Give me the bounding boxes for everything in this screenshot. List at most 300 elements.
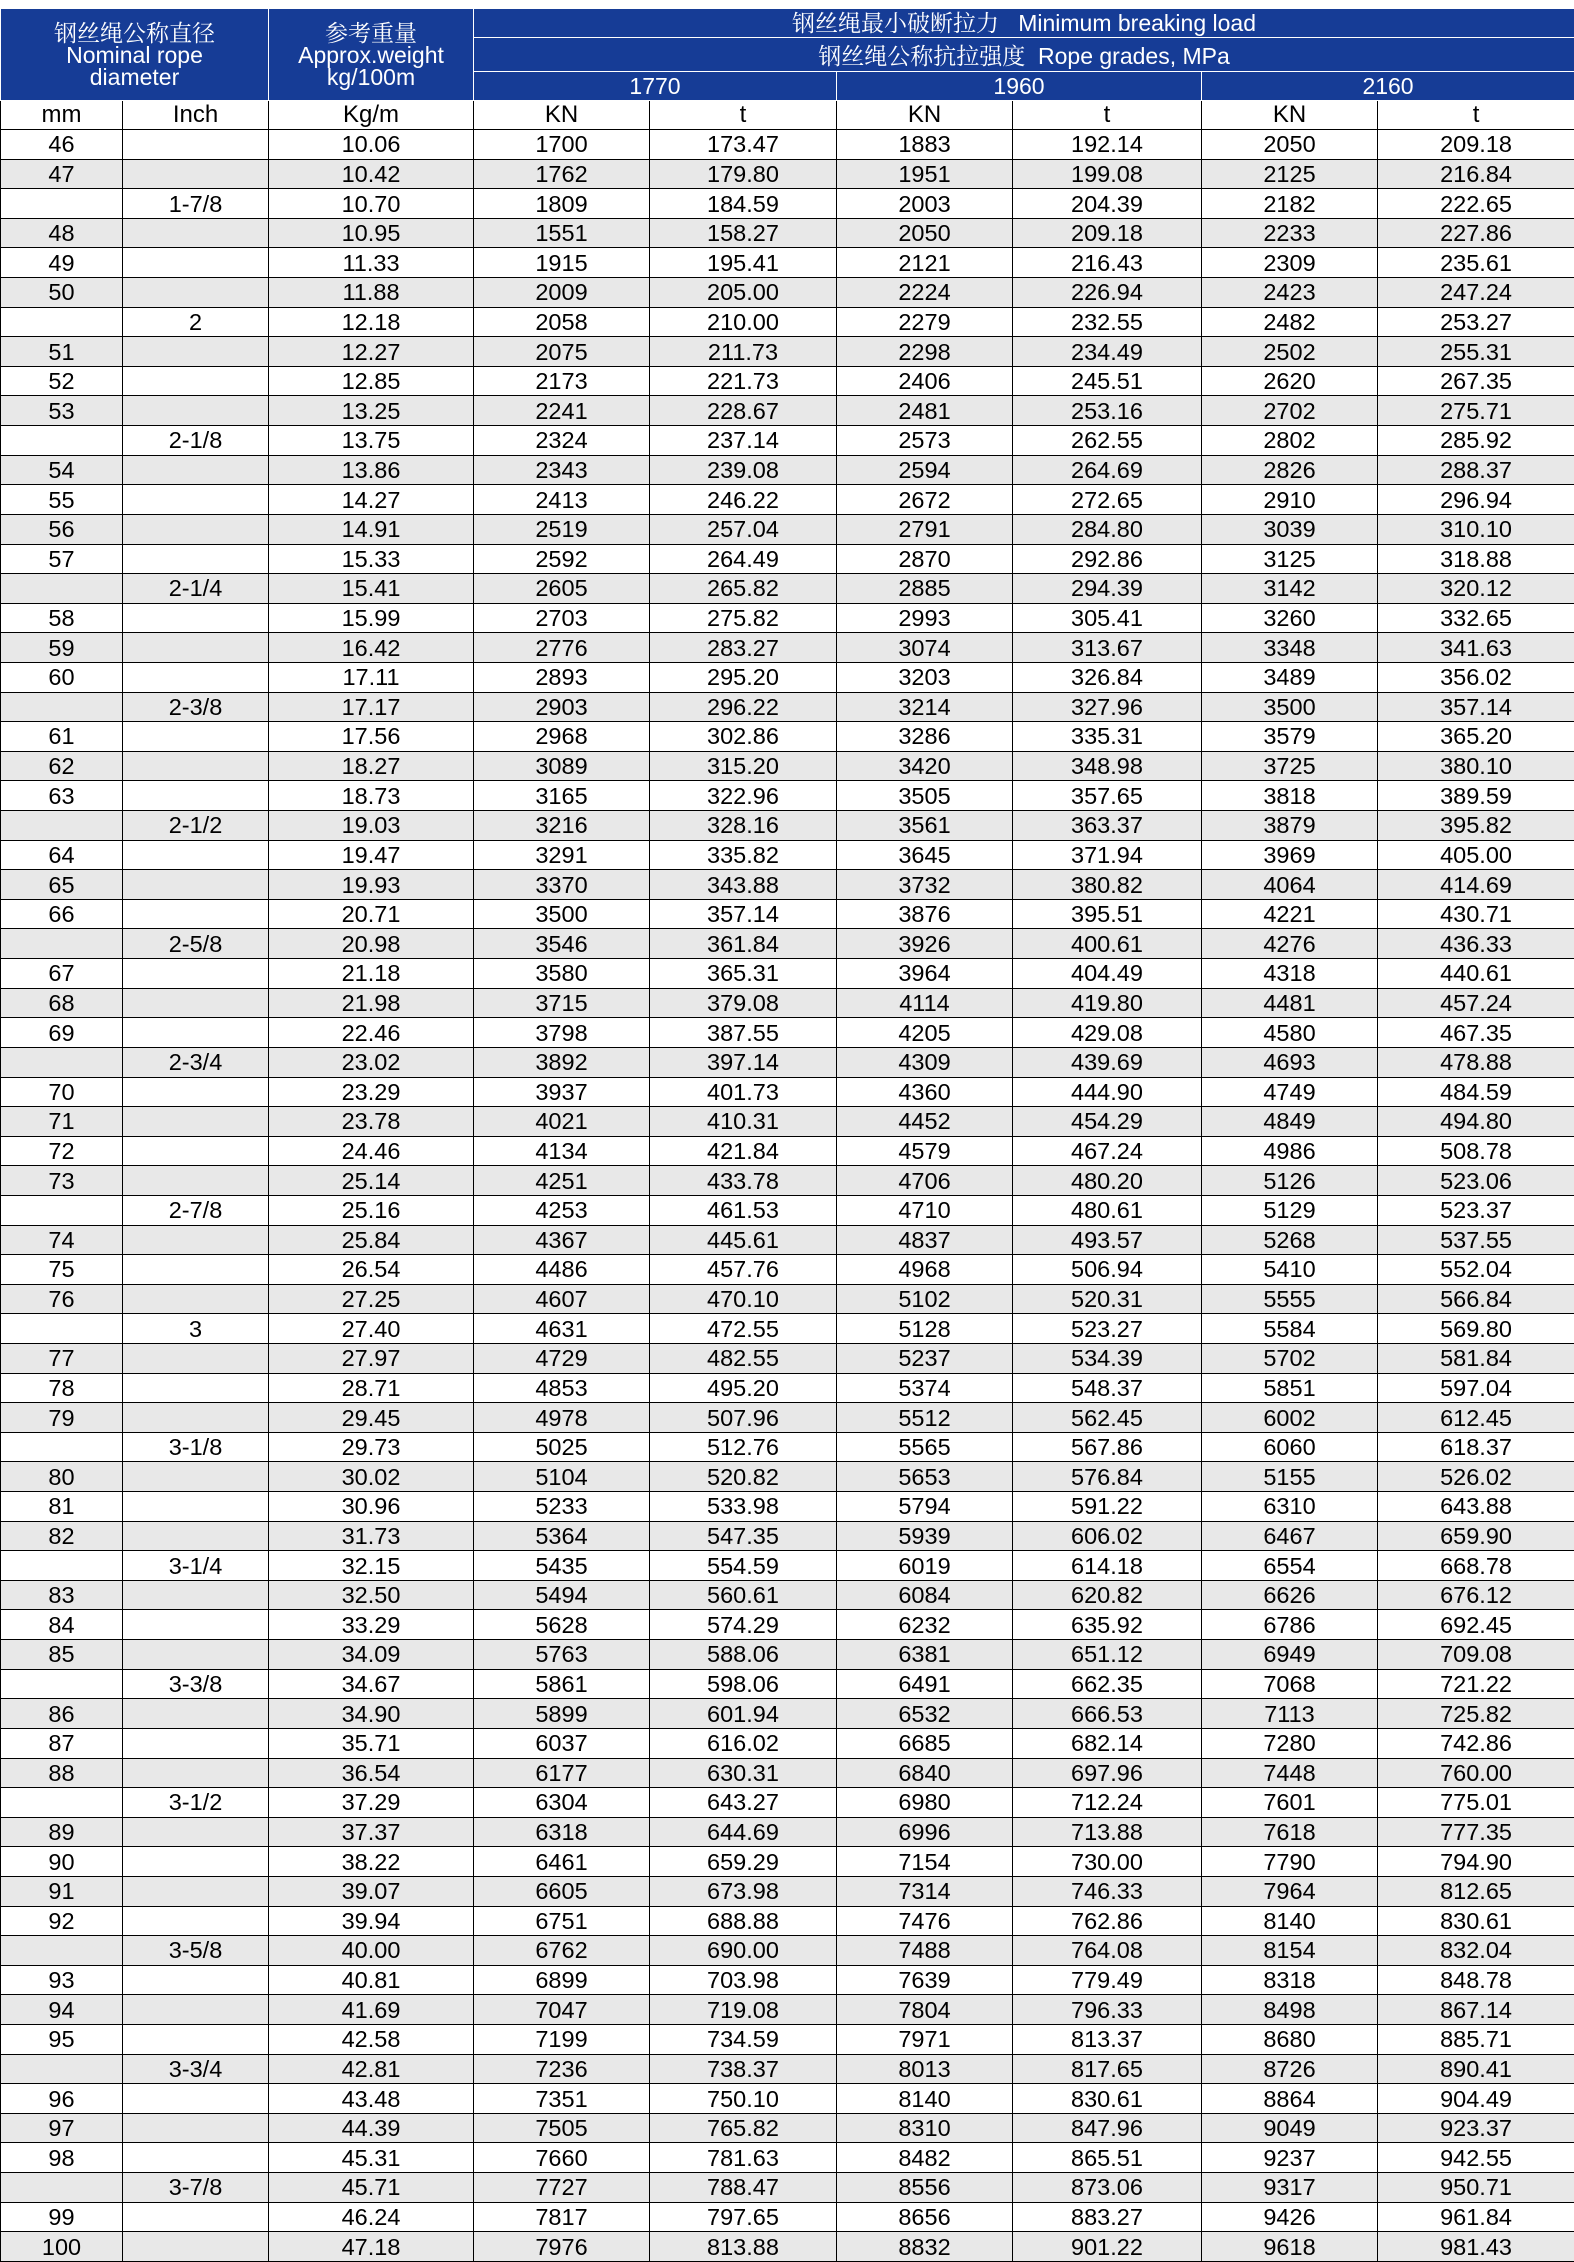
cell-kn-2160: 2910 <box>1202 485 1378 515</box>
cell-t-1770: 560.61 <box>650 1580 837 1610</box>
cell-t-1770: 401.73 <box>650 1077 837 1107</box>
table-row <box>1 1343 1574 1373</box>
cell-t-1770: 470.10 <box>650 1284 837 1314</box>
cell-t-2160: 848.78 <box>1378 1965 1574 1995</box>
cell-kn-2160: 7068 <box>1202 1669 1378 1699</box>
table-row <box>1 1965 1574 1995</box>
cell-t-1770: 265.82 <box>650 574 837 604</box>
cell-kn-1770: 6304 <box>474 1788 650 1818</box>
cell-t-2160: 227.86 <box>1378 218 1574 248</box>
cell-t-1770: 482.55 <box>650 1343 837 1373</box>
cell-weight: 47.18 <box>269 2232 474 2262</box>
table-row <box>1 366 1574 396</box>
cell-kn-1960: 2885 <box>837 574 1013 604</box>
cell-t-1960: 327.96 <box>1013 692 1202 722</box>
cell-t-2160: 275.71 <box>1378 396 1574 426</box>
table-row <box>1 485 1574 515</box>
cell-kn-1960: 5128 <box>837 1314 1013 1344</box>
cell-t-1770: 457.76 <box>650 1255 837 1285</box>
cell-t-2160: 597.04 <box>1378 1373 1574 1403</box>
table-row <box>1 2232 1574 2262</box>
table-row <box>1 2025 1574 2055</box>
cell-kn-1770: 3370 <box>474 870 650 900</box>
cell-inch <box>123 2113 269 2143</box>
cell-kn-2160: 7790 <box>1202 1847 1378 1877</box>
cell-kn-1960: 1883 <box>837 130 1013 160</box>
cell-t-2160: 395.82 <box>1378 811 1574 841</box>
cell-mm: 56 <box>1 514 123 544</box>
table-row <box>1 929 1574 959</box>
cell-t-1960: 480.20 <box>1013 1166 1202 1196</box>
cell-kn-2160: 5410 <box>1202 1255 1378 1285</box>
cell-inch: 1-7/8 <box>123 189 269 219</box>
cell-kn-1960: 3203 <box>837 662 1013 692</box>
table-row <box>1 1018 1574 1048</box>
cell-kn-2160: 3500 <box>1202 692 1378 722</box>
header-diameter-en-1: Nominal rope <box>1 44 268 66</box>
cell-inch <box>123 1343 269 1373</box>
cell-kn-1770: 2075 <box>474 337 650 367</box>
cell-kn-1960: 8656 <box>837 2202 1013 2232</box>
cell-inch <box>123 1077 269 1107</box>
cell-t-2160: 216.84 <box>1378 159 1574 189</box>
cell-kn-2160: 7448 <box>1202 1758 1378 1788</box>
cell-mm: 94 <box>1 1995 123 2025</box>
cell-weight: 26.54 <box>269 1255 474 1285</box>
cell-kn-2160: 6949 <box>1202 1640 1378 1670</box>
cell-kn-2160: 4986 <box>1202 1136 1378 1166</box>
cell-kn-1770: 5104 <box>474 1462 650 1492</box>
cell-kn-1960: 8556 <box>837 2173 1013 2203</box>
cell-kn-1770: 5364 <box>474 1521 650 1551</box>
cell-mm: 75 <box>1 1255 123 1285</box>
cell-weight: 46.24 <box>269 2202 474 2232</box>
cell-inch <box>123 1107 269 1137</box>
cell-inch <box>123 1521 269 1551</box>
cell-inch <box>123 1699 269 1729</box>
unit-inch: Inch <box>123 101 269 130</box>
cell-kn-1770: 1700 <box>474 130 650 160</box>
unit-kn-1770: KN <box>474 101 650 130</box>
cell-kn-1770: 4853 <box>474 1373 650 1403</box>
cell-t-1770: 283.27 <box>650 633 837 663</box>
cell-inch: 3-5/8 <box>123 1936 269 1966</box>
cell-mm: 82 <box>1 1521 123 1551</box>
cell-weight: 39.07 <box>269 1876 474 1906</box>
cell-kn-1960: 3074 <box>837 633 1013 663</box>
table-row <box>1 130 1574 160</box>
cell-kn-2160: 4221 <box>1202 899 1378 929</box>
header-weight-en: Approx.weight <box>269 44 473 66</box>
cell-kn-2160: 3125 <box>1202 544 1378 574</box>
cell-kn-1770: 7976 <box>474 2232 650 2262</box>
cell-mm: 47 <box>1 159 123 189</box>
cell-kn-1770: 2703 <box>474 603 650 633</box>
cell-t-1960: 620.82 <box>1013 1580 1202 1610</box>
cell-weight: 43.48 <box>269 2084 474 2114</box>
cell-t-2160: 890.41 <box>1378 2054 1574 2084</box>
cell-kn-1770: 5763 <box>474 1640 650 1670</box>
cell-t-2160: 721.22 <box>1378 1669 1574 1699</box>
cell-inch <box>123 2143 269 2173</box>
cell-kn-1770: 4021 <box>474 1107 650 1137</box>
cell-mm: 93 <box>1 1965 123 1995</box>
cell-t-2160: 676.12 <box>1378 1580 1574 1610</box>
cell-kn-2160: 3142 <box>1202 574 1378 604</box>
cell-weight: 40.00 <box>269 1936 474 1966</box>
cell-t-2160: 484.59 <box>1378 1077 1574 1107</box>
cell-kn-2160: 6002 <box>1202 1403 1378 1433</box>
cell-weight: 20.98 <box>269 929 474 959</box>
cell-t-2160: 389.59 <box>1378 781 1574 811</box>
cell-kn-2160: 6786 <box>1202 1610 1378 1640</box>
cell-kn-2160: 5155 <box>1202 1462 1378 1492</box>
cell-t-1960: 292.86 <box>1013 544 1202 574</box>
unit-kn-1960: KN <box>837 101 1013 130</box>
table-row <box>1 426 1574 456</box>
cell-mm <box>1 1936 123 1966</box>
cell-kn-2160: 7601 <box>1202 1788 1378 1818</box>
cell-weight: 37.37 <box>269 1817 474 1847</box>
cell-inch <box>123 130 269 160</box>
cell-t-1960: 326.84 <box>1013 662 1202 692</box>
table-row <box>1 1047 1574 1077</box>
cell-kn-1770: 2343 <box>474 455 650 485</box>
cell-inch <box>123 1580 269 1610</box>
cell-kn-1770: 3216 <box>474 811 650 841</box>
cell-kn-1770: 5628 <box>474 1610 650 1640</box>
cell-t-2160: 692.45 <box>1378 1610 1574 1640</box>
units-row <box>1 101 1574 130</box>
cell-inch <box>123 1373 269 1403</box>
cell-kn-1770: 3291 <box>474 840 650 870</box>
cell-kn-1770: 4367 <box>474 1225 650 1255</box>
cell-weight: 25.84 <box>269 1225 474 1255</box>
cell-weight: 25.14 <box>269 1166 474 1196</box>
cell-t-1960: 606.02 <box>1013 1521 1202 1551</box>
table-row <box>1 307 1574 337</box>
cell-weight: 19.03 <box>269 811 474 841</box>
cell-mm: 87 <box>1 1728 123 1758</box>
cell-kn-1770: 4631 <box>474 1314 650 1344</box>
cell-kn-1960: 8140 <box>837 2084 1013 2114</box>
cell-t-1770: 738.37 <box>650 2054 837 2084</box>
cell-kn-1770: 2241 <box>474 396 650 426</box>
cell-t-2160: 318.88 <box>1378 544 1574 574</box>
cell-weight: 21.18 <box>269 959 474 989</box>
header-grade-1960: 1960 <box>837 72 1202 101</box>
unit-kn-2160: KN <box>1202 101 1378 130</box>
cell-kn-1770: 3798 <box>474 1018 650 1048</box>
cell-weight: 45.71 <box>269 2173 474 2203</box>
table-row <box>1 1521 1574 1551</box>
unit-t-1960: t <box>1013 101 1202 130</box>
table-row <box>1 722 1574 752</box>
cell-t-2160: 537.55 <box>1378 1225 1574 1255</box>
cell-mm <box>1 307 123 337</box>
cell-kn-2160: 6060 <box>1202 1432 1378 1462</box>
cell-t-1770: 343.88 <box>650 870 837 900</box>
cell-t-1770: 205.00 <box>650 278 837 308</box>
table-row <box>1 751 1574 781</box>
cell-weight: 33.29 <box>269 1610 474 1640</box>
table-row <box>1 1314 1574 1344</box>
cell-kn-2160: 9049 <box>1202 2113 1378 2143</box>
cell-inch <box>123 603 269 633</box>
cell-t-2160: 405.00 <box>1378 840 1574 870</box>
cell-t-1960: 591.22 <box>1013 1492 1202 1522</box>
cell-t-2160: 247.24 <box>1378 278 1574 308</box>
cell-kn-1960: 7154 <box>837 1847 1013 1877</box>
cell-weight: 12.27 <box>269 337 474 367</box>
cell-kn-1960: 2573 <box>837 426 1013 456</box>
cell-kn-1770: 6605 <box>474 1876 650 1906</box>
table-row <box>1 1492 1574 1522</box>
header-weight <box>269 9 474 101</box>
cell-weight: 30.96 <box>269 1492 474 1522</box>
cell-kn-1960: 5939 <box>837 1521 1013 1551</box>
cell-inch <box>123 1166 269 1196</box>
cell-inch <box>123 278 269 308</box>
cell-kn-1960: 7639 <box>837 1965 1013 1995</box>
cell-weight: 30.02 <box>269 1462 474 1492</box>
cell-t-1960: 682.14 <box>1013 1728 1202 1758</box>
cell-kn-1770: 4134 <box>474 1136 650 1166</box>
cell-kn-1770: 7236 <box>474 2054 650 2084</box>
cell-kn-1770: 2058 <box>474 307 650 337</box>
cell-t-1960: 439.69 <box>1013 1047 1202 1077</box>
cell-inch <box>123 781 269 811</box>
cell-t-1960: 713.88 <box>1013 1817 1202 1847</box>
table-row <box>1 1195 1574 1225</box>
cell-kn-2160: 2233 <box>1202 218 1378 248</box>
cell-kn-1770: 1915 <box>474 248 650 278</box>
cell-kn-1960: 3214 <box>837 692 1013 722</box>
table-row <box>1 1876 1574 1906</box>
unit-weight: Kg/m <box>269 101 474 130</box>
cell-inch: 2 <box>123 307 269 337</box>
cell-kn-1960: 4706 <box>837 1166 1013 1196</box>
cell-kn-1770: 6899 <box>474 1965 650 1995</box>
cell-t-2160: 942.55 <box>1378 2143 1574 2173</box>
cell-t-1770: 507.96 <box>650 1403 837 1433</box>
cell-kn-1960: 4837 <box>837 1225 1013 1255</box>
cell-kn-2160: 2702 <box>1202 396 1378 426</box>
cell-kn-1960: 3926 <box>837 929 1013 959</box>
cell-mm: 84 <box>1 1610 123 1640</box>
table-row <box>1 1107 1574 1137</box>
table-row <box>1 278 1574 308</box>
cell-kn-2160: 4749 <box>1202 1077 1378 1107</box>
cell-t-1960: 883.27 <box>1013 2202 1202 2232</box>
cell-kn-2160: 3489 <box>1202 662 1378 692</box>
table-row <box>1 2202 1574 2232</box>
cell-kn-2160: 9426 <box>1202 2202 1378 2232</box>
cell-t-1770: 533.98 <box>650 1492 837 1522</box>
cell-weight: 27.25 <box>269 1284 474 1314</box>
cell-mm: 46 <box>1 130 123 160</box>
cell-kn-1960: 6840 <box>837 1758 1013 1788</box>
cell-kn-1960: 2481 <box>837 396 1013 426</box>
cell-kn-1960: 6381 <box>837 1640 1013 1670</box>
cell-kn-2160: 7280 <box>1202 1728 1378 1758</box>
cell-mm: 78 <box>1 1373 123 1403</box>
cell-kn-1960: 2791 <box>837 514 1013 544</box>
cell-t-2160: 310.10 <box>1378 514 1574 544</box>
cell-t-2160: 414.69 <box>1378 870 1574 900</box>
table-row <box>1 1403 1574 1433</box>
cell-t-2160: 981.43 <box>1378 2232 1574 2262</box>
cell-kn-1960: 7971 <box>837 2025 1013 2055</box>
cell-weight: 21.98 <box>269 988 474 1018</box>
cell-weight: 11.88 <box>269 278 474 308</box>
cell-t-1770: 410.31 <box>650 1107 837 1137</box>
cell-kn-1960: 7488 <box>837 1936 1013 1966</box>
cell-mm <box>1 1432 123 1462</box>
cell-kn-1770: 2592 <box>474 544 650 574</box>
cell-t-1960: 444.90 <box>1013 1077 1202 1107</box>
table-row <box>1 189 1574 219</box>
cell-weight: 28.71 <box>269 1373 474 1403</box>
cell-t-1960: 335.31 <box>1013 722 1202 752</box>
cell-t-1960: 305.41 <box>1013 603 1202 633</box>
cell-inch: 3-1/8 <box>123 1432 269 1462</box>
cell-t-2160: 742.86 <box>1378 1728 1574 1758</box>
cell-t-1960: 404.49 <box>1013 959 1202 989</box>
cell-weight: 29.73 <box>269 1432 474 1462</box>
table-row <box>1 159 1574 189</box>
cell-inch: 2-1/8 <box>123 426 269 456</box>
cell-kn-1960: 3561 <box>837 811 1013 841</box>
cell-t-1960: 506.94 <box>1013 1255 1202 1285</box>
cell-mm <box>1 426 123 456</box>
table-row <box>1 870 1574 900</box>
header-breaking-load: 钢丝绳最小破断拉力 Minimum breaking load <box>474 9 1574 38</box>
cell-t-1770: 781.63 <box>650 2143 837 2173</box>
table-row <box>1 1077 1574 1107</box>
cell-kn-1770: 7817 <box>474 2202 650 2232</box>
cell-mm: 99 <box>1 2202 123 2232</box>
cell-kn-2160: 8864 <box>1202 2084 1378 2114</box>
table-row <box>1 1640 1574 1670</box>
cell-t-1770: 195.41 <box>650 248 837 278</box>
cell-weight: 41.69 <box>269 1995 474 2025</box>
cell-t-1770: 257.04 <box>650 514 837 544</box>
cell-t-2160: 725.82 <box>1378 1699 1574 1729</box>
cell-mm: 67 <box>1 959 123 989</box>
cell-t-1770: 495.20 <box>650 1373 837 1403</box>
cell-t-2160: 436.33 <box>1378 929 1574 959</box>
cell-kn-1770: 1762 <box>474 159 650 189</box>
cell-t-1770: 335.82 <box>650 840 837 870</box>
cell-mm: 86 <box>1 1699 123 1729</box>
cell-t-2160: 581.84 <box>1378 1343 1574 1373</box>
cell-kn-1770: 2173 <box>474 366 650 396</box>
cell-kn-1960: 2050 <box>837 218 1013 248</box>
cell-inch <box>123 1136 269 1166</box>
cell-mm: 63 <box>1 781 123 811</box>
cell-kn-2160: 4849 <box>1202 1107 1378 1137</box>
unit-t-2160: t <box>1378 101 1574 130</box>
table-row <box>1 1699 1574 1729</box>
cell-kn-1770: 5233 <box>474 1492 650 1522</box>
cell-kn-1770: 5025 <box>474 1432 650 1462</box>
cell-inch <box>123 2025 269 2055</box>
cell-mm <box>1 2054 123 2084</box>
cell-t-2160: 235.61 <box>1378 248 1574 278</box>
cell-kn-2160: 9237 <box>1202 2143 1378 2173</box>
cell-t-1960: 192.14 <box>1013 130 1202 160</box>
cell-t-1960: 614.18 <box>1013 1551 1202 1581</box>
cell-weight: 13.86 <box>269 455 474 485</box>
cell-kn-2160: 8140 <box>1202 1906 1378 1936</box>
cell-kn-1960: 8013 <box>837 2054 1013 2084</box>
cell-mm <box>1 1195 123 1225</box>
cell-inch: 2-3/4 <box>123 1047 269 1077</box>
cell-t-1770: 173.47 <box>650 130 837 160</box>
cell-mm: 70 <box>1 1077 123 1107</box>
table-body <box>1 101 1574 2262</box>
cell-kn-2160: 6467 <box>1202 1521 1378 1551</box>
cell-t-2160: 296.94 <box>1378 485 1574 515</box>
cell-weight: 27.40 <box>269 1314 474 1344</box>
cell-t-1960: 226.94 <box>1013 278 1202 308</box>
cell-kn-1960: 3645 <box>837 840 1013 870</box>
cell-inch <box>123 1462 269 1492</box>
cell-t-1960: 534.39 <box>1013 1343 1202 1373</box>
cell-kn-1770: 4978 <box>474 1403 650 1433</box>
cell-inch: 2-1/4 <box>123 574 269 604</box>
cell-inch <box>123 751 269 781</box>
cell-weight: 44.39 <box>269 2113 474 2143</box>
cell-t-1770: 750.10 <box>650 2084 837 2114</box>
cell-weight: 23.29 <box>269 1077 474 1107</box>
cell-t-2160: 440.61 <box>1378 959 1574 989</box>
cell-kn-1960: 4968 <box>837 1255 1013 1285</box>
table-row <box>1 959 1574 989</box>
table-row <box>1 1551 1574 1581</box>
cell-kn-2160: 4580 <box>1202 1018 1378 1048</box>
cell-kn-1770: 6318 <box>474 1817 650 1847</box>
cell-kn-1770: 2903 <box>474 692 650 722</box>
cell-t-1770: 239.08 <box>650 455 837 485</box>
table-row <box>1 988 1574 1018</box>
cell-kn-1960: 6532 <box>837 1699 1013 1729</box>
cell-mm: 64 <box>1 840 123 870</box>
cell-t-2160: 566.84 <box>1378 1284 1574 1314</box>
unit-t-1770: t <box>650 101 837 130</box>
rope-spec-table <box>0 8 1574 2262</box>
cell-inch: 3-7/8 <box>123 2173 269 2203</box>
cell-inch <box>123 1817 269 1847</box>
cell-t-2160: 709.08 <box>1378 1640 1574 1670</box>
cell-t-1770: 588.06 <box>650 1640 837 1670</box>
cell-kn-2160: 3348 <box>1202 633 1378 663</box>
cell-t-1770: 275.82 <box>650 603 837 633</box>
cell-inch: 3-1/2 <box>123 1788 269 1818</box>
cell-t-1960: 762.86 <box>1013 1906 1202 1936</box>
cell-weight: 34.67 <box>269 1669 474 1699</box>
cell-kn-2160: 5702 <box>1202 1343 1378 1373</box>
cell-t-2160: 885.71 <box>1378 2025 1574 2055</box>
cell-t-1960: 209.18 <box>1013 218 1202 248</box>
cell-t-1770: 421.84 <box>650 1136 837 1166</box>
cell-kn-1960: 3505 <box>837 781 1013 811</box>
cell-kn-2160: 4481 <box>1202 988 1378 1018</box>
cell-mm: 61 <box>1 722 123 752</box>
cell-t-1770: 246.22 <box>650 485 837 515</box>
cell-kn-2160: 3969 <box>1202 840 1378 870</box>
